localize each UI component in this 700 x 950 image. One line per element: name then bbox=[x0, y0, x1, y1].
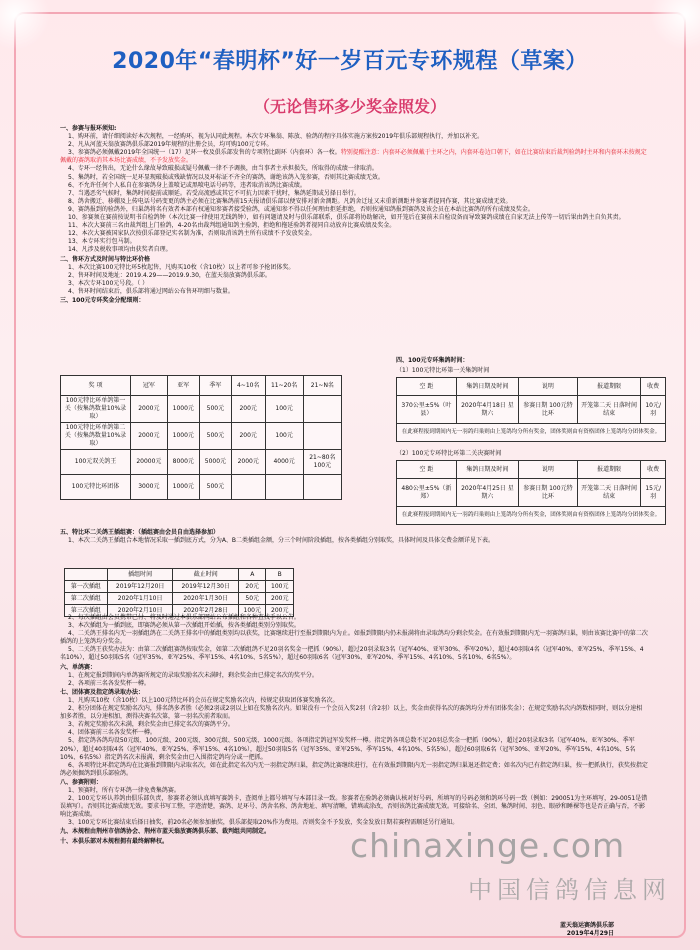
section-title: 七、团体赛及指定鸽录取办法： bbox=[60, 688, 145, 696]
table-row bbox=[65, 581, 294, 593]
row-label: 100元特比环团体 bbox=[61, 475, 131, 500]
section-title: 六、单鸽赛： bbox=[60, 663, 97, 671]
col-header: 说明 bbox=[518, 378, 577, 396]
rules-lower bbox=[60, 614, 648, 846]
col-header: 集鸽日期及时间 bbox=[456, 461, 518, 479]
col-header: 空 距 bbox=[397, 378, 457, 396]
table-cell: 2020年2月28日 bbox=[173, 605, 239, 617]
table-row bbox=[397, 396, 666, 424]
table-cell: 2020年4月18日 星期六 bbox=[456, 396, 518, 424]
table-cell: 开笼第二天 日落时间结束 bbox=[577, 396, 641, 424]
rule-item: 5、集鸽时，若全国统一足环显现破损或残缺情况以及环标证不齐全的赛鸽，谢绝该鸽入笼参赛，否则其比赛成绩无效。 bbox=[68, 173, 384, 181]
col-header: 11~20名 bbox=[265, 376, 303, 396]
rule-item: 8、鸽舍搬迁、移棚及上传电话号码变更的鸽主必须在比赛集鸽前15天报请俱乐部以便安排对新舍测距。凡鸽舍迁址又未重新测距并参赛者提同作赛，其比赛成绩无效。 bbox=[68, 197, 512, 205]
rule-item: 4、售环时间结束后，俱乐部将通过网站公布售环明细与数量。 bbox=[68, 287, 234, 295]
table-cell: 第三次插组 bbox=[65, 605, 108, 617]
rule-item: 4、二关鸽王排名内无一羽插组鸽在二关鸽王排名中的插组类别均以获奖，比赛继续进行至报到期限内为止。如报到期限内仍未报满将由录取鸽均分剩余奖金。在有效报到期限内无一羽赛鸽归巢，则由该赛比赛中的第二次插鸽的上笼鸽均分奖金。 bbox=[60, 630, 648, 646]
rule-item: 1、购环前，请仔细阅读好本次规程，一经购环，视为认同此规程。本次专环集翁、陈放、验鸽的程序具体实施方案按2019年俱乐部规程执行，并加以补充。 bbox=[68, 133, 484, 141]
rule-item bbox=[60, 149, 648, 165]
rule-item: 12、本次大赛被国家队次按俱乐部登记实名制为准，否则取消该鸽主所有成绩不予发放奖金。 bbox=[68, 230, 316, 238]
rule-item: 6、不允许任何个人私自在参赛鸽身上盖喷记或黑喷电话号码等，违者取消该鸽比赛成绩。 bbox=[68, 181, 306, 189]
col-header: 截止时间 bbox=[173, 569, 239, 581]
rule-item: 11、本次大赛前三名由裁判组上门验鸽，4-20名由裁判组通知鸽主验鸽，拒绝和拖延验鸽者视同自动放弃比赛成绩及奖金。 bbox=[68, 222, 396, 230]
col-header: 季军 bbox=[199, 376, 231, 396]
table-cell: 2000元 bbox=[131, 423, 168, 450]
section-title: 一、参赛与报环须知: bbox=[60, 125, 117, 132]
rule-item: 6、各项特比环指定鸽均在比赛报到期限内录取名次，如在此指定名次内无一羽指定鸽归巢，指定鸽比赛继续进行，在有效报到期限内无一羽指定鸽归巢退还指定费；如名次内已有指定鸽归巢，按一把抓执行，获奖按指定鸽必须掘鸽到俱乐部验鸽。 bbox=[60, 761, 648, 777]
table-cell: 2020年1月30日 bbox=[173, 593, 239, 605]
rank-amount: 100元 bbox=[313, 462, 332, 469]
table-cell: 100元 bbox=[265, 396, 303, 423]
col-header: 亚军 bbox=[167, 376, 199, 396]
table-cell: 200元 bbox=[231, 423, 265, 450]
section-title: 三、100元专环奖金分配细则： bbox=[60, 296, 145, 304]
table-cell: 参赛日期 100元特比环 bbox=[518, 396, 577, 424]
date: 2019年4月29日 bbox=[566, 930, 615, 937]
table-cell bbox=[303, 450, 341, 475]
session-table bbox=[64, 568, 294, 617]
table-cell bbox=[303, 423, 341, 450]
table-row bbox=[61, 450, 342, 475]
table-cell: 2019年12月30日 bbox=[173, 581, 239, 593]
table-cell: 500元 bbox=[199, 423, 231, 450]
schedule-table-1 bbox=[396, 377, 666, 442]
rule-item: 2、售环时间及地址：2019.4.29——2019.9.30，在蓝天翁放赛鸽俱乐部。 bbox=[68, 271, 271, 279]
watermark-name: 中国信鸽信息网 bbox=[468, 876, 671, 904]
page-subtitle: （无论售环多少奖金照发） bbox=[253, 97, 446, 116]
schedule-section bbox=[396, 356, 666, 525]
col-header: 奖 项 bbox=[61, 376, 131, 396]
table-cell: 2019年12月20日 bbox=[107, 581, 173, 593]
watermark-site: chinaxinge.com bbox=[350, 826, 626, 865]
table-row bbox=[61, 396, 342, 423]
table-caption: （2）100元专环特比环第二关决赛时间 bbox=[396, 450, 502, 457]
table-cell: 1000元 bbox=[167, 396, 199, 423]
table-cell: 100元 bbox=[265, 423, 303, 450]
section-title: 十、本俱乐部对本规程拥有最终解释权。 bbox=[60, 837, 169, 845]
col-header: 插组时间 bbox=[107, 569, 173, 581]
col-header: 说明 bbox=[518, 461, 577, 479]
row-label: 100元特比环单鸽第一关（按集鸽数量10%录取） bbox=[61, 396, 131, 423]
rule-item: 7、当遇恶劣气候时，集鸽时间提前或顺延。若受高流感或其它不可抗力因素干扰时，集鸽延期或另择日举行。 bbox=[68, 189, 360, 197]
table-cell: 4000元 bbox=[265, 450, 303, 475]
rule-item: 2、100元专环认养鸽由俱乐部负责，参赛者必须认真填写赛鸽卡，查阅单上都号填写与本部目录一致。参赛者在验鸽必须确认核对好号码，所填写的号码必须和鸽环号码一致（例如：290051为主环填写，29-0051是错误填写）。否则其比赛成绩无效。要求书写工整，字迹清楚，赛鸽、足环号、鸽舍名称、鸽舍地址、填写清晰，错填或涂改，否则该鸽比赛成绩无效。可接给名、全团、集鸽时间、羽色、眼砂和睡裸等也是否正确与否，不影响比赛成绩。 bbox=[60, 795, 648, 819]
table-cell: 2020年4月25日 星期六 bbox=[456, 479, 518, 507]
col-header bbox=[65, 569, 108, 581]
table-cell: 3000元 bbox=[131, 475, 168, 500]
table-cell: 500元 bbox=[199, 475, 231, 500]
table-row bbox=[397, 479, 666, 507]
table-cell: 第一次插组 bbox=[65, 581, 108, 593]
row-label: 100元双关鸽王 bbox=[61, 450, 131, 475]
rule-item: 3、若规定奖励名次未满，剩余奖金由已排定名次的赛鸽平分。 bbox=[68, 721, 234, 729]
col-header: 收费 bbox=[641, 461, 666, 479]
table-header-row bbox=[65, 569, 294, 581]
table-cell: 2020年1月10日 bbox=[107, 593, 173, 605]
rule-item: 3、本次插组为一插到底，即赛鸽必须从第一次插组开始插，按各类插组类别分别取奖。 bbox=[68, 622, 300, 630]
table-cell: 370公里±5%（叶县） bbox=[397, 396, 457, 424]
col-header: 空 距 bbox=[397, 461, 457, 479]
rules-upper bbox=[60, 124, 648, 305]
table-cell: 100元 bbox=[239, 605, 266, 617]
table-cell: 5000元 bbox=[199, 450, 231, 475]
col-header: 报道期限 bbox=[577, 378, 641, 396]
rule-item: 4、团体赛前三名各发奖杯一樽。 bbox=[68, 729, 156, 737]
table-cell: 1000元 bbox=[167, 423, 199, 450]
rank-range: 21~80名 bbox=[309, 454, 336, 461]
table-cell: 200元 bbox=[231, 396, 265, 423]
section-title: 五、特比环二关鸽王插组赛：（插组赛由会员自由选择参加） bbox=[60, 529, 220, 536]
table-row bbox=[397, 507, 666, 525]
table-cell: 20000元 bbox=[131, 450, 168, 475]
rule-item: 2、各项前三名各发奖杯一樽。 bbox=[68, 679, 150, 687]
rule-item: 9、赛鸽报到的验鸽外，归巢鸽将名有效者本部有权通知参赛者接受验鸽，或通知参不得以任何理由拒延拒绝，否则按通知鸽报到赛鸽及该会员在本站比赛鸽的所有成绩及奖金。 bbox=[68, 205, 534, 213]
table-cell: 50元 bbox=[239, 593, 266, 605]
table-header-row bbox=[397, 461, 666, 479]
table-cell bbox=[303, 475, 341, 500]
table-cell: 200元 bbox=[266, 593, 294, 605]
schedule-note: 在此赛程报到期间内无一羽鸽归巢则由上笼鸽均分所有奖金，团体奖则由有资格团体上笼鸽均分团体奖金。 bbox=[397, 424, 666, 442]
rule-item: 2、每次插组由会员携带已付、将及时通过本俱乐部网站公布插组和各种查找手以公告。 bbox=[68, 614, 300, 621]
section-title: 二、售环方式及时间与特比环价格 bbox=[60, 255, 151, 263]
row-label: 100元特比环单鸽第二关（按集鸽数量10%录取） bbox=[61, 423, 131, 450]
table-cell bbox=[231, 475, 265, 500]
section-title: 九、本规程由荆州市信鸽协会、荆州市蓝天翁放赛鸽俱乐部、裁判组共同制定。 bbox=[60, 828, 271, 836]
table-row bbox=[65, 593, 294, 605]
rule-item: 5、指定鸽各鸽均设50元级、100元级、200元级、300元级、500元级、1000元级。各项指定鸽冠军发奖杯一樽。指定鸽各项总数不足20羽总奖金一把抓（90%），超过20羽录取3名（冠军40%、亚军30%、季军20%），超过40羽取4名（冠军40%、亚军25%、季军15%、4名10%），超过50羽取5名（冠军35%、亚军25%、季军15%、4名10%、5名5%），超过60羽取6名（冠军30%、亚军20%、季军15%、4名10%、5名10%、6名5%）指定鸽名次未报满，剩余奖金由已入围指定鸽均分或一把抓。 bbox=[60, 737, 636, 761]
table-cell: 第二次插组 bbox=[65, 593, 108, 605]
table-caption: （1）100元特比环第一关集鸽时间 bbox=[396, 367, 490, 374]
col-header: 集鸽日期及时间 bbox=[456, 378, 518, 396]
table-cell: 2000元 bbox=[231, 450, 265, 475]
col-header: 21~N名 bbox=[303, 376, 341, 396]
table-cell: 2020年2月10日 bbox=[107, 605, 173, 617]
rule-item: 13、本专环实行包马制。 bbox=[68, 238, 136, 246]
table-cell: 15元/羽 bbox=[641, 479, 666, 507]
page-title: 2020年“春明杯”好一岁百元专环规程（草案） bbox=[112, 49, 588, 74]
table-row bbox=[397, 424, 666, 442]
rule-item: 4、专环一经售出，无论什么缘故导致破损或疑号佩戴一律不予调换，由当事者主承担损失，所取得的成绩一律取消。 bbox=[68, 165, 378, 173]
rule-item: 2、积分团体在规定奖励名次内，排名鸽多者胜（必须2羽或2羽以上如在奖励名次内。如果没有一个会员入奖2羽（含2羽）以上，奖金由获得名次的赛鸽均分并有团体奖金）；在规定奖励名次内鸽数相同时，则以分速相加多者胜，以分速相加，测得决赛名次第，第一羽名次前者取而。 bbox=[60, 705, 643, 721]
table-cell: 开笼第二天 日落时间结束 bbox=[577, 479, 641, 507]
table-cell: 2000元 bbox=[131, 396, 168, 423]
rule-item: 5、二关鸽王获奖办法为：由第二次插组赛鸽按取奖金，如第二次插组鸽不足20羽名奖金一把抓（90%），超过20羽录取3名（冠军40%、亚军30%、季军20%），超过40羽取4名（冠军40%、亚军25%、季军15%、4名10%），超过50羽取5名（冠军35%、亚军25%、季军15%、4名10%、5名5%），超过60羽取6名（冠军30%、亚军20%、季军15%、4名10%、5名10%、6名5%）。 bbox=[60, 646, 644, 662]
section-five bbox=[60, 528, 648, 545]
table-row bbox=[61, 475, 342, 500]
table-header-row bbox=[61, 376, 342, 396]
col-header: 收费 bbox=[641, 378, 666, 396]
schedule-table-2 bbox=[396, 460, 666, 525]
table-cell bbox=[303, 396, 341, 423]
rule-item: 1、在规定报到期间内单鸽赛所规定的录取奖励名次未满时，剩余奖金由已排定名次的奖平分。 bbox=[68, 671, 318, 679]
rule-item: 14、凡涉及税收事项均由获奖者自理。 bbox=[68, 246, 172, 254]
col-header: B bbox=[266, 569, 294, 581]
table-cell: 200元 bbox=[266, 605, 294, 617]
rule-item: 1、预赛时，所有专环鸽一律免费集鸽赛。 bbox=[68, 786, 180, 794]
table-cell: 20元 bbox=[239, 581, 266, 593]
col-header: 冠军 bbox=[131, 376, 168, 396]
table-cell: 500元 bbox=[199, 396, 231, 423]
col-header: 4~10名 bbox=[231, 376, 265, 396]
rule-text: 3、参赛鸽必须佩戴2019年全国统一（17）足环一枚及俱乐部发售的专项特比副环（内套环）各一枚。 bbox=[68, 149, 341, 157]
rule-item: 2、凡从河蓝天翁放赛鸽俱乐部2019年规程的注册会员，均可购100元专环。 bbox=[68, 141, 273, 149]
rule-item: 1、凡购买10枚（含10枚）以上100元特比环的会员在规定奖励名次内，按规定获取团体赛奖励名次。 bbox=[68, 696, 339, 704]
rule-item: 1、本次二关鸽王插组合本地情况采取一插到底方式，分为A、B二类插组金额，分三个时间阶段插组，按各类插组分别取奖，具体时间及具体交费金额详见下表。 bbox=[68, 537, 495, 545]
rule-item: 10、参赛须在赛前按说明书自检鸽钟（本次比赛一律使用无线鸽钟），如有问题请及时与俱乐部联系，俱乐部将协助解决，如开笼后在赛前未自检设备而导致赛鸽成绩在自家无法上传等一切后果由鸽主自负其责。 bbox=[68, 214, 625, 222]
signature bbox=[560, 922, 614, 938]
schedule-note: 在此赛程报到期间内无一羽鸽归巢则由上笼鸽均分所有奖金，团体奖则由有资格团体上笼鸽均分团体奖金。 bbox=[397, 507, 666, 525]
section-title: 八、参赛附则： bbox=[60, 778, 103, 786]
table-cell bbox=[265, 475, 303, 500]
table-cell: 10元/羽 bbox=[641, 396, 666, 424]
rule-item: 3、本次专环100元号段。（ ） bbox=[68, 279, 149, 287]
prize-table bbox=[60, 375, 342, 500]
table-cell: 参赛日期 100元特比环 bbox=[518, 479, 577, 507]
table-cell: 100元 bbox=[266, 581, 294, 593]
table-cell: 8000元 bbox=[167, 450, 199, 475]
rule-item: 3、100元专环比赛结束后择日抽奖，前20名必须参加抽奖，俱乐部提取20%作为费用。否则奖金不予发放，奖金发放日期若赛程需顺延另行通知。 bbox=[68, 819, 459, 827]
rule-item: 1、本次比赛100元特比环5枚起售，凡购买10枚（含10枚）以上者可参予抢团体奖。 bbox=[68, 263, 295, 271]
table-cell: 480公里±5%（新郑） bbox=[397, 479, 457, 507]
col-header: 报道期限 bbox=[577, 461, 641, 479]
organization: 蓝天翁运赛鸽俱乐部 bbox=[560, 922, 615, 929]
table-header-row bbox=[397, 378, 666, 396]
table-cell: 1000元 bbox=[167, 475, 199, 500]
table-row bbox=[61, 423, 342, 450]
col-header: A bbox=[239, 569, 266, 581]
red-warning: 特别提醒注意：内套环必须佩戴于主环之内，内套环卷边口朝下，如在比赛结束后裁判验鸽时主环和内套环未按规定佩戴的赛鸽取消其本场比赛成绩，不予发放奖金。 bbox=[60, 149, 647, 165]
section-title: 四、100元专环集鸽时间： bbox=[396, 357, 469, 364]
